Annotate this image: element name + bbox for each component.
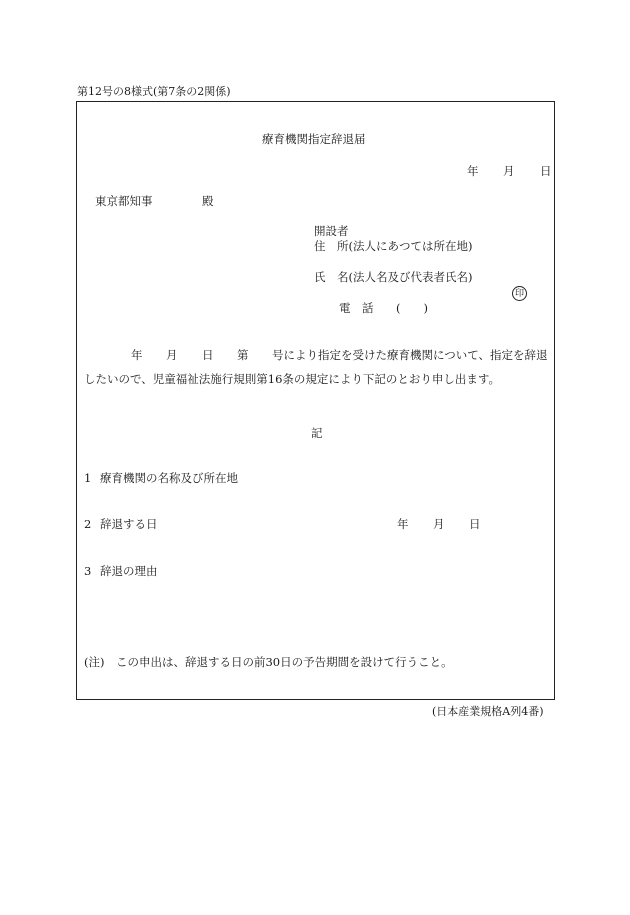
item-2-month: 月 [433,517,445,531]
ki-heading: 記 [311,426,323,440]
form-frame [76,101,555,700]
addressee-name: 東京都知事 [95,194,153,208]
item-3-number: 3 [84,564,92,578]
item-2-year: 年 [397,517,409,531]
applicant-heading: 開設者 [314,224,349,238]
applicant-address-label: 住 所(法人にあつては所在地) [314,239,473,253]
form-number: 第12号の8様式(第7条の2関係) [77,85,231,98]
phone-parens: ( ) [396,301,428,315]
body-day: 日 [202,348,214,362]
note-text: (注) この申出は、辞退する日の前30日の予告期間を設けて行うこと。 [84,655,453,669]
item-2-day: 日 [469,517,481,531]
phone-label: 電 話 [339,301,374,315]
item-3-text: 辞退の理由 [100,564,158,578]
date-day: 日 [540,164,552,178]
body-year: 年 [131,348,143,362]
addressee-honorific: 殿 [202,194,214,208]
item-1-number: 1 [84,471,92,485]
paper-size-note: (日本産業規格A列4番) [432,705,544,718]
item-2-number: 2 [84,517,92,531]
seal-mark: 印 [512,286,527,301]
body-line1: 号により指定を受けた療育機関について、指定を辞退 [272,348,548,362]
item-1-text: 療育機関の名称及び所在地 [100,471,238,485]
body-month: 月 [166,348,178,362]
applicant-name-label: 氏 名(法人名及び代表者氏名) [314,270,473,284]
item-2-text: 辞退する日 [100,517,158,531]
page-title: 療育機関指定辞退届 [262,132,366,146]
date-year: 年 [467,164,479,178]
date-month: 月 [503,164,515,178]
body-line2: したいので、児童福祉法施行規則第16条の規定により下記のとおり申し出ます。 [84,372,500,386]
body-dai: 第 [237,348,249,362]
